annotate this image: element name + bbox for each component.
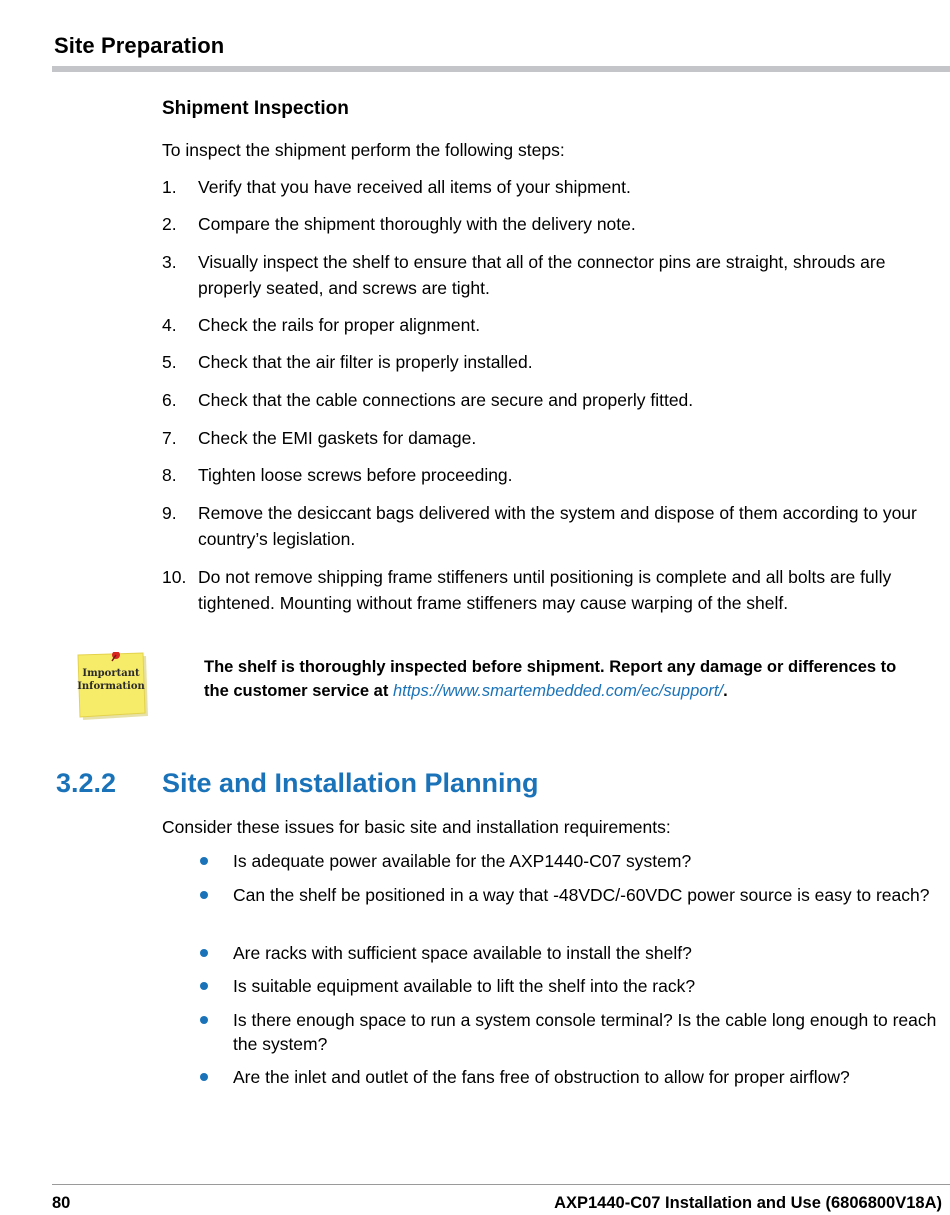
issue-text: Is there enough space to run a system console terminal? Is the cable long enough to reach the system? xyxy=(233,1010,937,1054)
step-text: Verify that you have received all items of your shipment. xyxy=(198,177,631,197)
list-item xyxy=(162,174,950,200)
list-item xyxy=(162,425,950,451)
section-intro: Consider these issues for basic site and installation requirements: xyxy=(162,817,671,837)
page-number: 80 xyxy=(52,1194,71,1212)
list-item xyxy=(162,500,950,552)
step-number: 2. xyxy=(162,214,177,234)
list-item xyxy=(196,974,950,998)
step-text: Remove the desiccant bags delivered with the system and dispose of them according to your country’s legislation. xyxy=(198,503,917,549)
issue-text: Is adequate power available for the AXP1440-C07 system? xyxy=(233,851,692,871)
section-number: 3.2.2 xyxy=(56,768,117,798)
shipment-inspection-heading: Shipment Inspection xyxy=(162,98,349,119)
list-item xyxy=(162,211,950,237)
shipment-intro: To inspect the shipment perform the following steps: xyxy=(162,140,565,160)
step-number: 9. xyxy=(162,503,177,523)
step-number: 7. xyxy=(162,428,177,448)
important-information-note-icon xyxy=(76,652,148,720)
step-text: Check the EMI gaskets for damage. xyxy=(198,428,477,448)
issue-text: Are the inlet and outlet of the fans free of obstruction to allow for proper airflow? xyxy=(233,1067,850,1087)
list-item xyxy=(162,312,950,338)
step-text: Compare the shipment thoroughly with the delivery note. xyxy=(198,214,636,234)
important-note xyxy=(204,655,924,703)
list-item xyxy=(162,387,950,413)
note-trailing: . xyxy=(723,682,728,700)
note-icon-label-line2: Information xyxy=(77,681,145,692)
list-item xyxy=(196,941,950,965)
step-number: 4. xyxy=(162,315,177,335)
step-text: Visually inspect the shelf to ensure that all of the connector pins are straight, shrouds are properly seated, and screws are tight. xyxy=(198,252,886,298)
bullet-icon xyxy=(200,1016,208,1024)
step-number: 1. xyxy=(162,177,177,197)
section-title: Site and Installation Planning xyxy=(162,768,539,798)
bullet-icon xyxy=(200,857,208,865)
list-item xyxy=(196,883,950,907)
header-rule xyxy=(52,66,950,72)
document-title: AXP1440-C07 Installation and Use (6806800V18A) xyxy=(554,1194,942,1212)
note-icon-label-line1: Important xyxy=(82,668,140,679)
step-text: Check that the cable connections are secure and properly fitted. xyxy=(198,390,694,410)
list-item xyxy=(196,1008,950,1056)
page-header-title: Site Preparation xyxy=(54,33,225,58)
step-number: 10. xyxy=(162,567,187,587)
step-number: 5. xyxy=(162,352,177,372)
list-item xyxy=(162,564,950,616)
bullet-icon xyxy=(200,982,208,990)
step-text: Do not remove shipping frame stiffeners until positioning is complete and all bolts are fully tightened. Mounting without frame stiffeners may cause warping of the shelf. xyxy=(198,567,892,613)
list-item xyxy=(196,849,950,873)
step-text: Check that the air filter is properly installed. xyxy=(198,352,533,372)
step-number: 3. xyxy=(162,252,177,272)
support-link[interactable]: https://www.smartembedded.com/ec/support/ xyxy=(392,682,724,700)
footer-rule xyxy=(52,1184,950,1185)
list-item xyxy=(196,1065,950,1089)
step-text: Tighten loose screws before proceeding. xyxy=(198,465,513,485)
issue-text: Can the shelf be positioned in a way that -48VDC/-60VDC power source is easy to reach? xyxy=(233,885,930,905)
bullet-icon xyxy=(200,891,208,899)
list-item xyxy=(162,462,950,488)
note-text: The shelf is thoroughly inspected before shipment. Report any damage or differences to the customer service at xyxy=(204,658,897,700)
step-number: 6. xyxy=(162,390,177,410)
step-text: Check the rails for proper alignment. xyxy=(198,315,481,335)
bullet-icon xyxy=(200,949,208,957)
bullet-icon xyxy=(200,1073,208,1081)
issue-text: Are racks with sufficient space available to install the shelf? xyxy=(233,943,692,963)
step-number: 8. xyxy=(162,465,177,485)
issue-text: Is suitable equipment available to lift the shelf into the rack? xyxy=(233,976,696,996)
list-item xyxy=(162,349,950,375)
list-item xyxy=(162,249,950,301)
